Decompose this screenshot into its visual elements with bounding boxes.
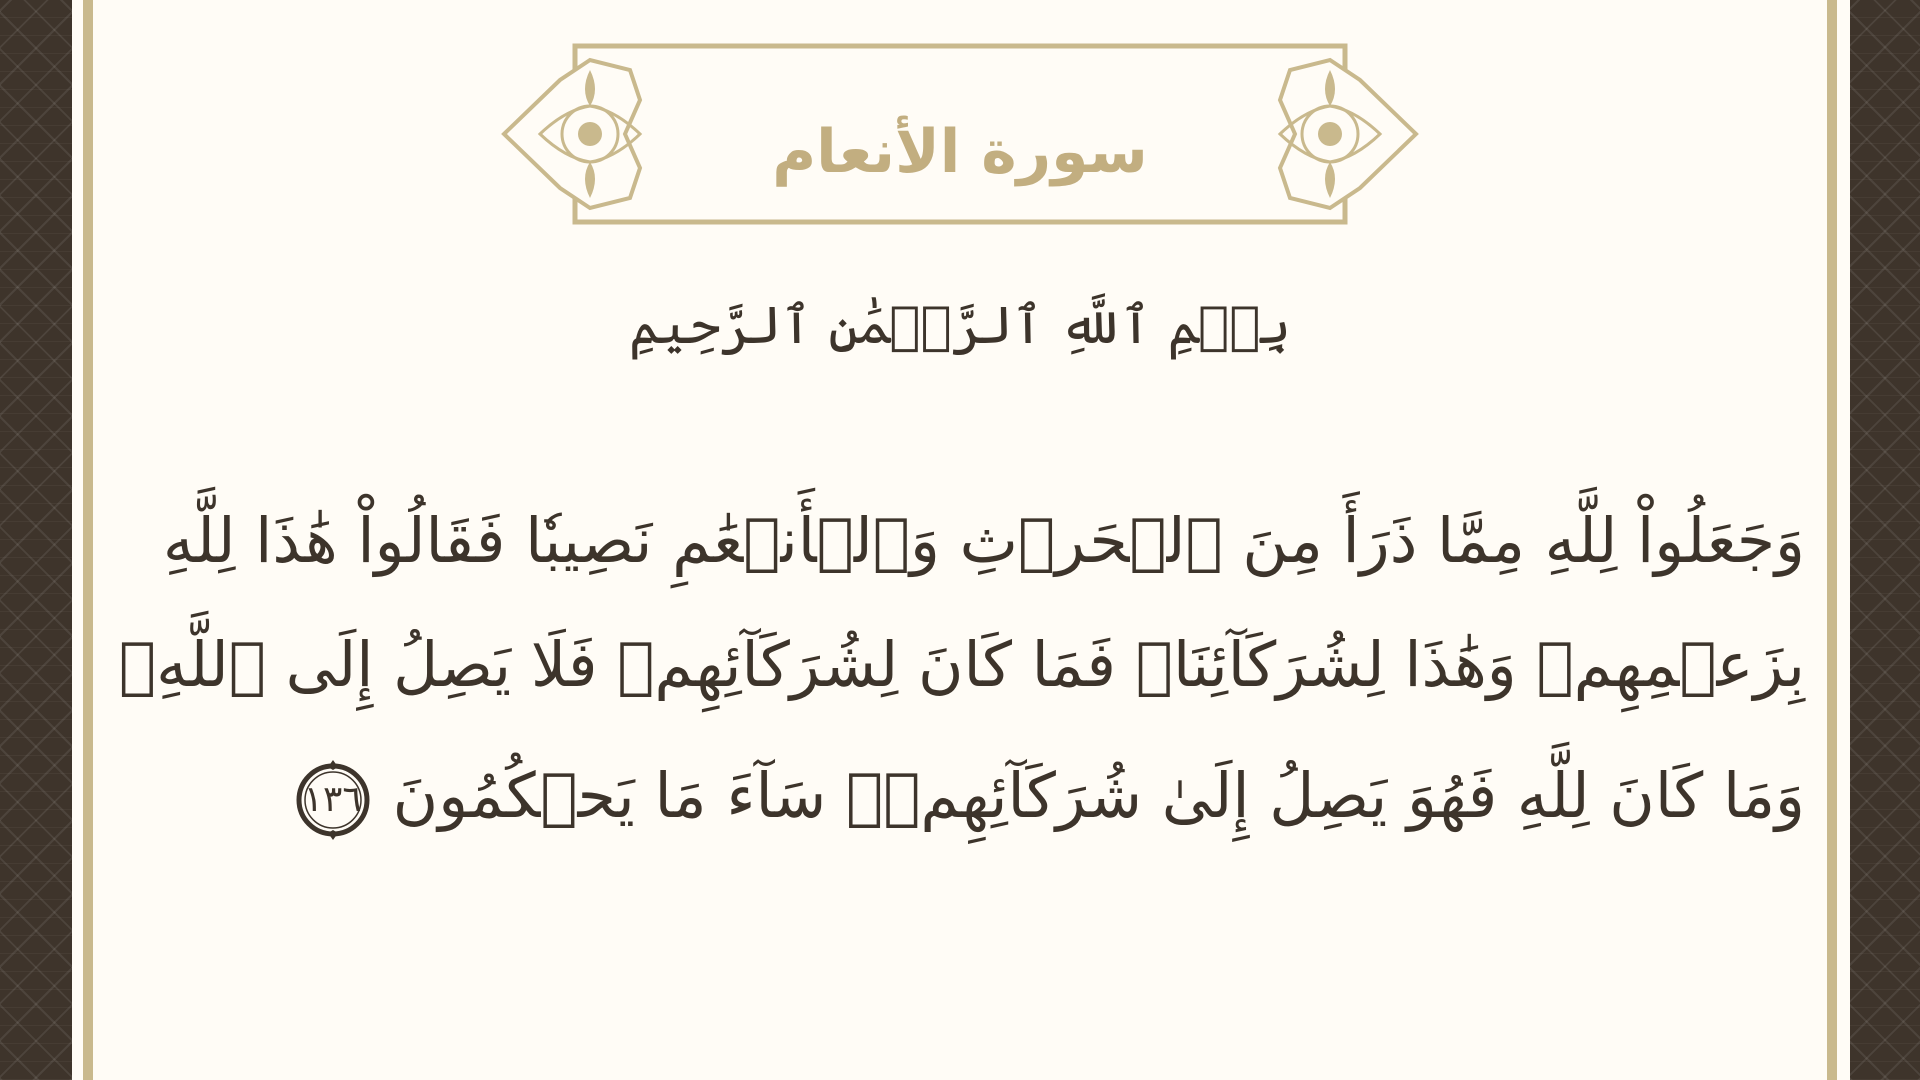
basmala: بِسۡمِ ٱللَّهِ ٱلرَّحۡمَٰنِ ٱلرَّحِيمِ (629, 296, 1291, 356)
left-decorative-border (0, 0, 72, 1080)
right-decorative-border (1850, 0, 1920, 1080)
left-inner-margin (72, 0, 83, 1080)
verse-line-text: وَمَا كَانَ لِلَّهِ فَهُوَ يَصِلُ إِلَىٰ شُرَكَآئِهِمۡۗ سَآءَ مَا يَحۡكُمُونَ (392, 759, 1805, 833)
verse-line: بِزَعۡمِهِمۡ وَهَٰذَا لِشُرَكَآئِنَاۖ فَمَا كَانَ لِشُرَكَآئِهِمۡ فَلَا يَصِلُ إِلَى ٱللَّهِۖ (118, 628, 1805, 701)
verse-line: وَجَعَلُواْ لِلَّهِ مِمَّا ذَرَأَ مِنَ ٱلۡحَرۡثِ وَٱلۡأَنۡعَٰمِ نَصِيبٗا فَقَالُواْ هَٰذَا لِلَّهِ (162, 504, 1805, 577)
verse-text (118, 504, 1805, 882)
ayah-end-marker (291, 758, 375, 842)
ayah-number: ١٣٦ (303, 779, 362, 820)
right-gold-rule (1827, 0, 1837, 1080)
left-gold-rule (83, 0, 93, 1080)
surah-title-cartouche (500, 40, 1420, 228)
verse-line (250, 758, 1805, 882)
surah-title: سورة الأنعام (772, 117, 1148, 187)
